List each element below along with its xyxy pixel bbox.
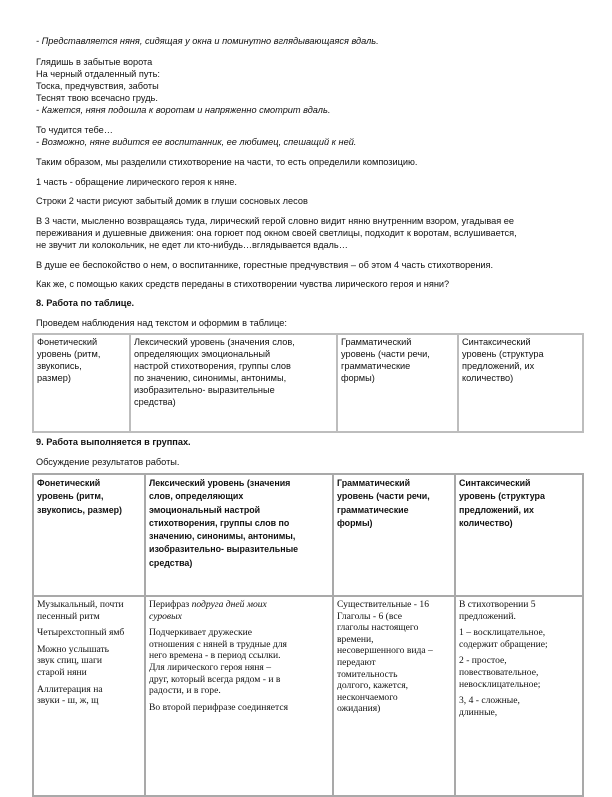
table2-header-lexical xyxy=(145,474,333,596)
table-text: 1 – восклицательное, xyxy=(459,627,546,639)
text-line: 1 часть - обращение лирического героя к няне. xyxy=(36,177,237,187)
table-text: Синтаксический xyxy=(459,478,531,488)
table-text: невосклицательное; xyxy=(459,678,541,690)
table-text: количество) xyxy=(459,517,513,528)
table-text: изобразительно- выразительные xyxy=(149,544,299,555)
table-text: определяющих эмоциональный xyxy=(134,348,271,359)
table-text: по значению, синонимы, антонимы, xyxy=(134,372,287,383)
cell-paragraph xyxy=(337,599,451,715)
table2-cell-lexical xyxy=(145,596,333,796)
cell-paragraph xyxy=(149,627,329,697)
table-text: предложений, их xyxy=(459,504,534,515)
table2-header-grammar xyxy=(333,474,455,596)
table-text: Музыкальный, почти xyxy=(37,599,124,610)
table-text: звукопись, xyxy=(37,360,82,371)
table-text: нескончаемого xyxy=(337,691,398,703)
table-text: Для лирического героя няня – xyxy=(149,661,272,673)
table-text: содержит обращение; xyxy=(459,638,548,650)
table-text: настрой стихотворения, группы слов xyxy=(134,360,291,371)
table2-cell-grammar xyxy=(333,596,455,796)
table-text: грамматические xyxy=(337,504,409,515)
table-text: подруга дней моих xyxy=(191,599,267,610)
table-text: предложений, их xyxy=(462,360,535,371)
table-text: Перифраз xyxy=(149,599,192,610)
table-text: несовершенного вида – xyxy=(337,645,433,657)
table-text: отношения с няней в трудные для xyxy=(149,638,287,650)
table-text: песенный ритм xyxy=(37,610,100,622)
table-text: Существительные - 16 xyxy=(337,599,429,610)
table-text: средства) xyxy=(149,557,193,568)
table-text: Глаголы - 6 (все xyxy=(337,610,402,622)
table1-cell-grammar xyxy=(337,334,458,432)
table-text: передают xyxy=(337,656,376,668)
table-text: 3, 4 - сложные, xyxy=(459,695,520,707)
table-text: эмоциональный настрой xyxy=(149,504,261,515)
table-text: повествовательное, xyxy=(459,666,539,678)
cell-paragraph xyxy=(37,644,141,679)
table-text: Можно услышать xyxy=(37,643,110,655)
table-text: звук спиц, шаги xyxy=(37,655,103,667)
table-text: уровень (части речи, xyxy=(341,348,430,359)
table-text: Лексический уровень (значения слов, xyxy=(134,337,295,347)
table-text: глаголы настоящего xyxy=(337,622,419,634)
section-heading: 9. Работа выполняется в группах. xyxy=(36,437,191,447)
table-text: слов, определяющих xyxy=(149,491,244,502)
text-line: Обсуждение результатов работы. xyxy=(36,457,180,467)
cell-paragraph xyxy=(37,599,141,622)
table-text: предложений. xyxy=(459,610,516,622)
poem-line: Теснят твою всечасно грудь. xyxy=(36,93,158,103)
table-text: размер) xyxy=(37,372,71,383)
levels-table xyxy=(32,333,584,433)
table-text: Синтаксический xyxy=(462,337,531,347)
table-text: Во второй перифразе соединяется xyxy=(149,701,289,713)
table1-cell-phonetic xyxy=(33,334,130,432)
table-text: В стихотворении 5 xyxy=(459,599,536,610)
table-text: стихотворения, группы слов по xyxy=(149,517,290,528)
table-text: него времена - в период ссылки. xyxy=(149,650,281,662)
table-text: томительность xyxy=(337,668,398,680)
table-text: уровень (ритм, xyxy=(37,491,104,502)
text-line: - Представляется няня, сидящая у окна и поминутно вглядывающаяся вдаль. xyxy=(36,36,379,46)
table-text: формы) xyxy=(341,372,375,383)
table-text: изобразительно- выразительные xyxy=(134,384,275,395)
table1-cell-lexical xyxy=(130,334,337,432)
poem-line: Тоска, предчувствия, заботы xyxy=(36,81,159,91)
table-text: Фонетический xyxy=(37,478,101,488)
table2-cell-phonetic xyxy=(33,596,145,796)
table-text: длинные, xyxy=(459,706,498,718)
text-line: Строки 2 части рисуют забытый домик в глуши сосновых лесов xyxy=(36,196,308,206)
table-text: Лексический уровень (значения xyxy=(149,478,291,488)
results-table xyxy=(32,473,584,797)
paragraph-line: переживания и душевные движения: она горюет под окном своей светлицы, подходит к воротам, вслушивается, xyxy=(36,228,517,238)
poem-line: Глядишь в забытые ворота xyxy=(36,57,153,67)
table2-cell-syntax xyxy=(455,596,583,796)
text-line: - Кажется, няня подошла к воротам и напряженно смотрит вдаль. xyxy=(36,105,331,115)
table-text: времени, xyxy=(337,633,374,645)
text-line: Таким образом, мы разделили стихотворение на части, то есть определили композицию. xyxy=(36,157,418,167)
table-text: звукопись, размер) xyxy=(37,504,123,515)
text-line: В душе ее беспокойство о нем, о воспитаннике, горестные предчувствия – об этом 4 часть стихотворения. xyxy=(36,260,494,270)
table-text: средства) xyxy=(134,396,176,407)
table-text: друг, который всегда рядом - и в xyxy=(149,673,281,685)
table-text: ожидания) xyxy=(337,703,381,715)
table2-header-syntax xyxy=(455,474,583,596)
text-line: Как же, с помощью каких средств переданы в стихотворении чувства лирического героя и няни? xyxy=(36,279,450,289)
cell-paragraph xyxy=(149,702,329,714)
table-text: долгого, кажется, xyxy=(337,680,409,692)
table-text: уровень (части речи, xyxy=(337,491,430,502)
text-line: Проведем наблюдения над текстом и оформим в таблице: xyxy=(36,318,287,328)
cell-paragraph xyxy=(37,627,141,639)
table-text: старой няни xyxy=(37,666,87,678)
table1-cell-syntax xyxy=(458,334,583,432)
table-text: уровень (структура xyxy=(462,348,544,359)
table-text: уровень (структура xyxy=(459,491,545,502)
cell-paragraph xyxy=(149,599,329,622)
cell-paragraph xyxy=(459,627,579,650)
table-text: Подчеркивает дружеские xyxy=(149,627,253,639)
table-text: суровых xyxy=(149,610,182,622)
cell-paragraph xyxy=(459,695,579,718)
table2-header-phonetic xyxy=(33,474,145,596)
cell-paragraph xyxy=(459,599,579,622)
table-text: радости, и в горе. xyxy=(149,685,221,697)
table-text: грамматические xyxy=(341,360,411,371)
table-text: звуки - ш, ж, щ xyxy=(37,695,99,707)
section-heading: 8. Работа по таблице. xyxy=(36,298,135,308)
poem-line: На черный отдаленный путь: xyxy=(36,69,160,79)
table-text: Грамматический xyxy=(337,478,411,488)
paragraph-line: В 3 части, мысленно возвращаясь туда, лирический герой словно видит няню внутренним взором, угадывая ее xyxy=(36,216,514,226)
text-line: - Возможно, няне видится ее воспитанник, ее любимец, спешащий к ней. xyxy=(36,137,357,147)
table-text: количество) xyxy=(462,372,514,383)
cell-paragraph xyxy=(37,684,141,707)
table-text: Аллитерация на xyxy=(37,683,103,695)
table-text: значению, синонимы, антонимы, xyxy=(149,531,296,542)
text-line: То чудится тебе… xyxy=(36,125,113,135)
table-text: уровень (ритм, xyxy=(37,348,101,359)
table-text: Четырехстопный ямб xyxy=(37,627,125,639)
table-text: формы) xyxy=(337,517,373,528)
cell-paragraph xyxy=(459,655,579,690)
table-text: Грамматический xyxy=(341,337,412,347)
table-text: Фонетический xyxy=(37,337,98,347)
paragraph-line: не звучит ли колокольчик, не едет ли кто-нибудь…вглядывается вдаль… xyxy=(36,240,348,250)
table-text: 2 - простое, xyxy=(459,655,507,667)
